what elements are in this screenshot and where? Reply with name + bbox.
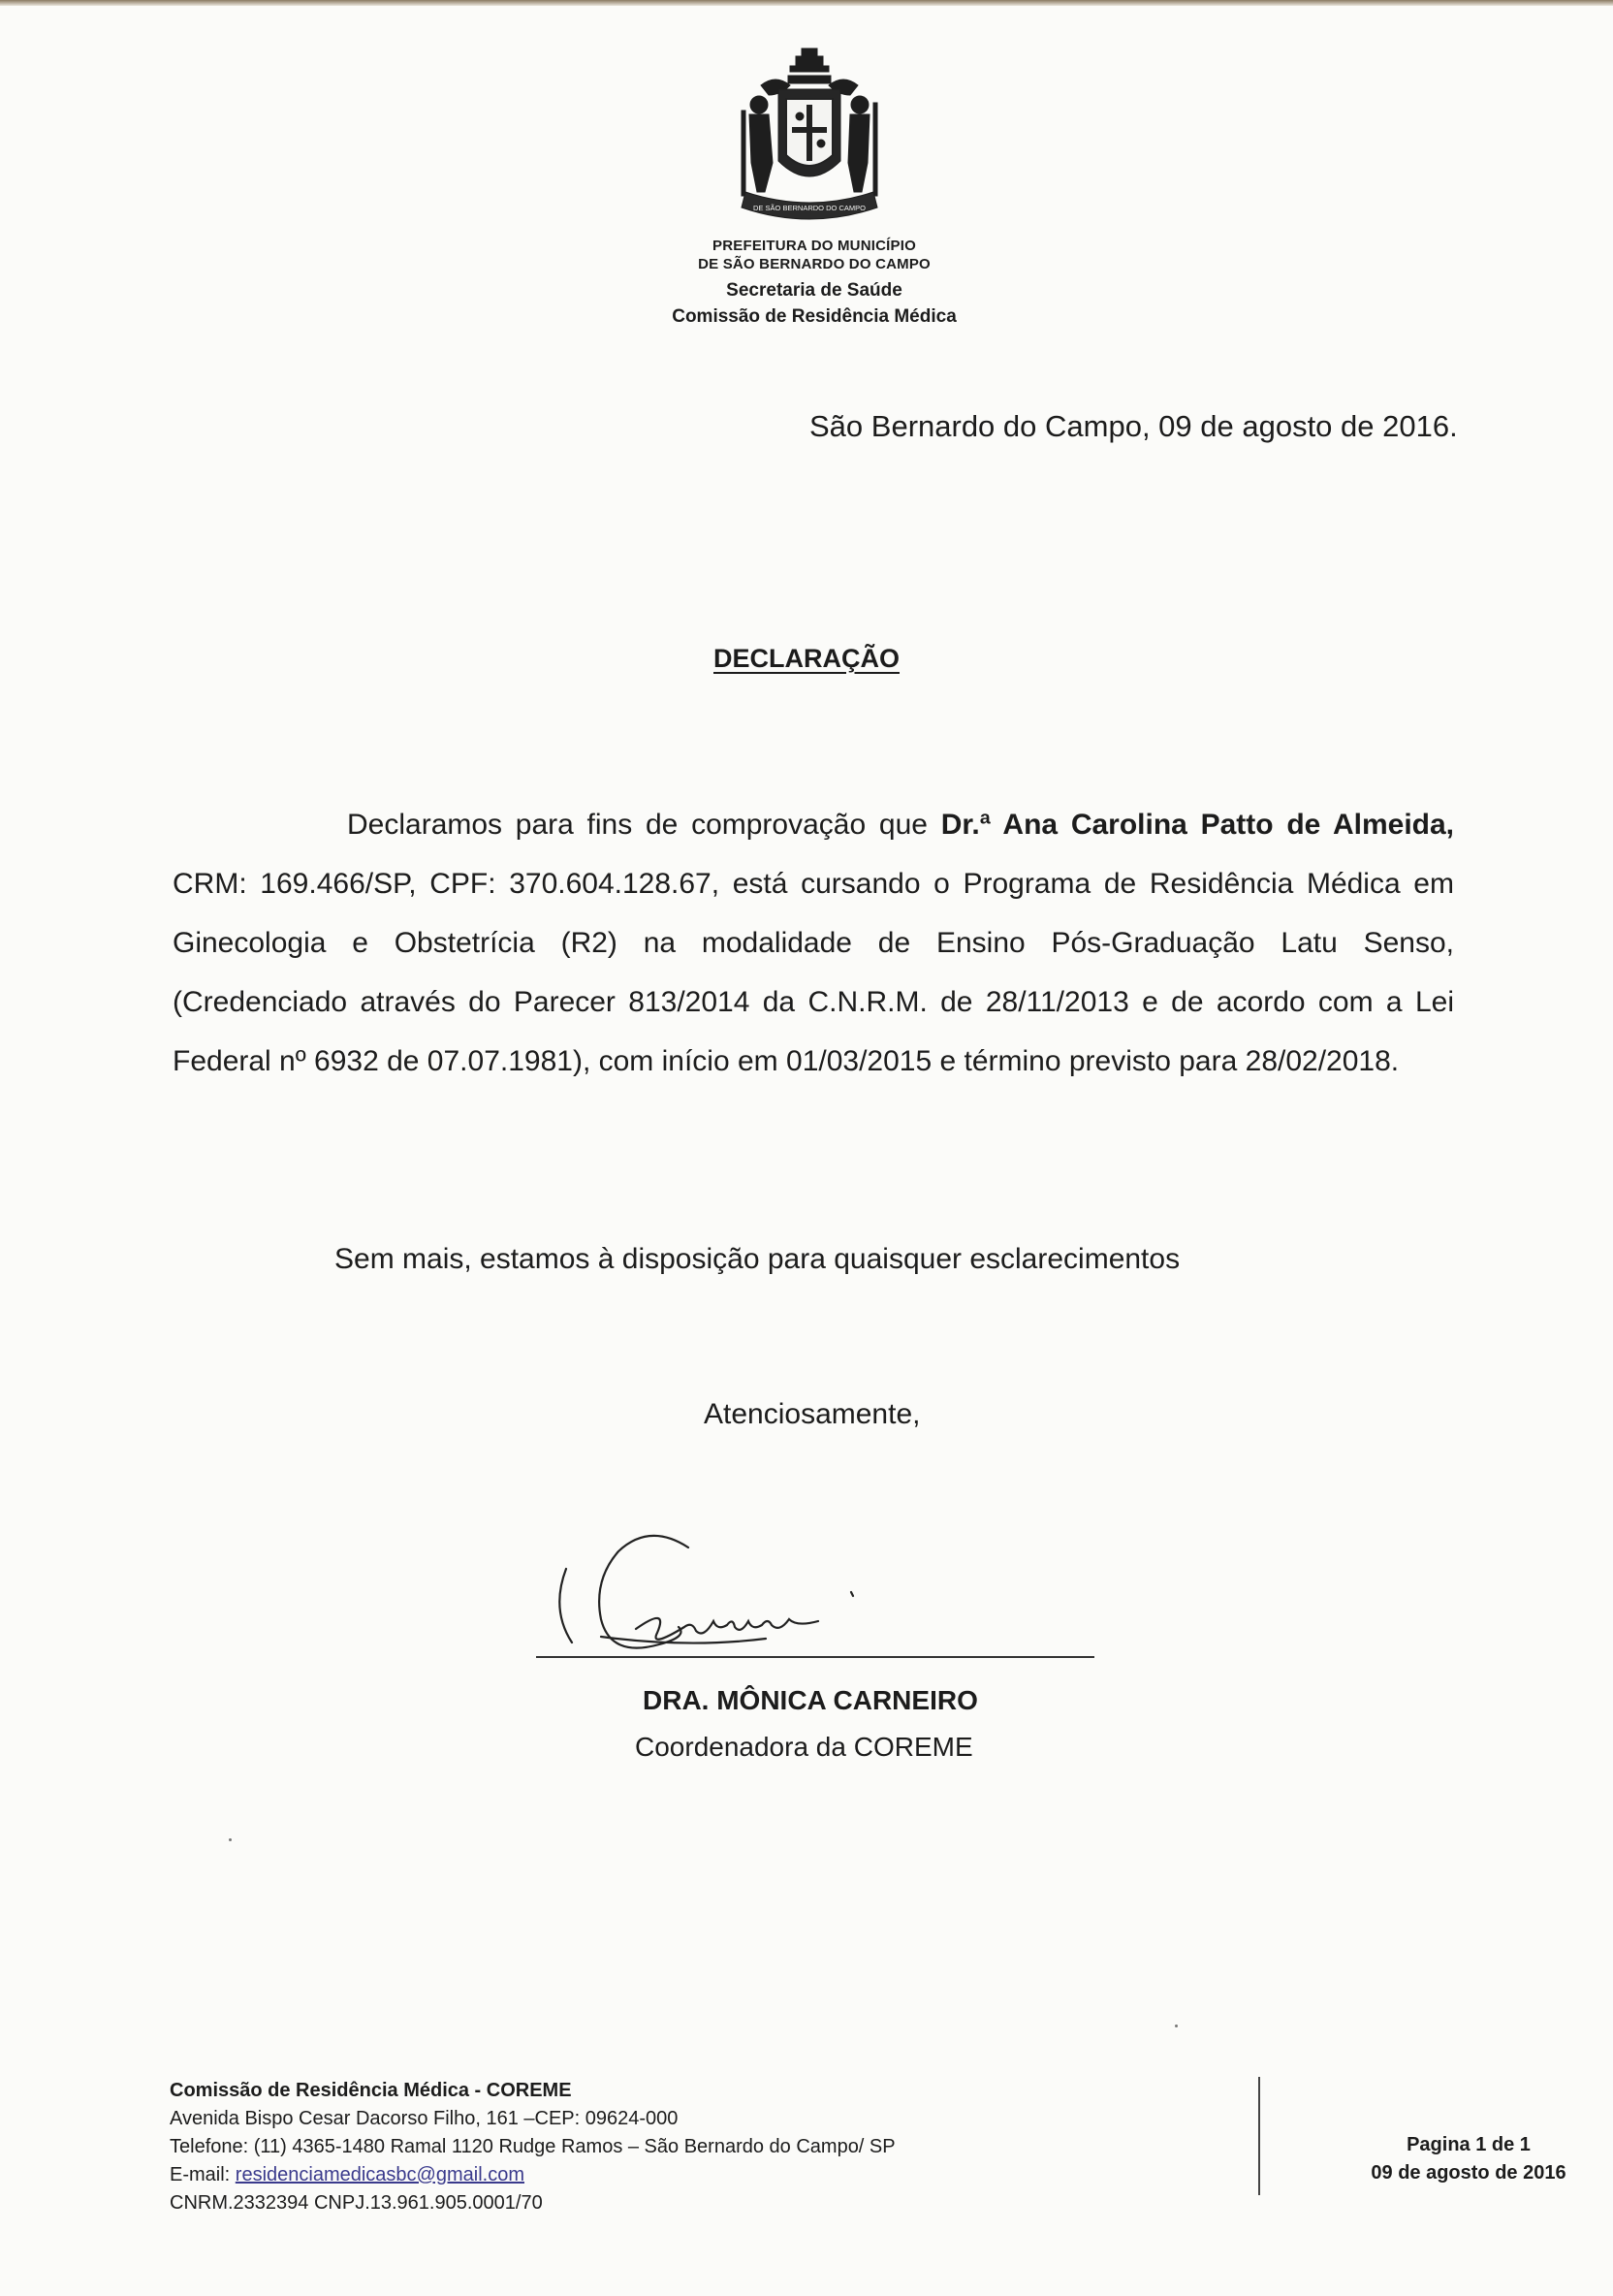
footer-registry: CNRM.2332394 CNPJ.13.961.905.0001/70 <box>170 2192 543 2214</box>
org-line-3: Secretaria de Saúde <box>726 280 902 301</box>
footer-title: Comissão de Residência Médica - COREME <box>170 2080 572 2101</box>
coat-of-arms-emblem <box>732 47 887 231</box>
declaration-paragraph <box>173 795 1454 1091</box>
signer-name: DRA. MÔNICA CARNEIRO <box>643 1685 978 1715</box>
organization-header <box>543 237 1086 330</box>
footer-email-label: E-mail: <box>170 2164 236 2185</box>
org-line-4: Comissão de Residência Médica <box>672 306 957 327</box>
footer-phone: Telefone: (11) 4365-1480 Ramal 1120 Rudge Ramos – São Bernardo do Campo/ SP <box>170 2136 896 2157</box>
document-date: São Bernardo do Campo, 09 de agosto de 2016. <box>809 409 1458 443</box>
org-line-2: DE SÃO BERNARDO DO CAMPO <box>698 256 931 272</box>
paragraph-text: CRM: 169.466/SP, CPF: 370.604.128.67, está cursando o Programa de Residência Médica em Ginecologia e Obstetrícia (R2) na modalidade de Ensino Pós-Graduação Latu Senso, (Credenciado através do Parecer 813/2014 da C.N.R.M. de 28/11/2013 e de acordo com a Lei Federal nº 6932 de 07.07.1981), com início em 01/03/2015 e término previsto para 28/02/2018. <box>173 868 1454 1077</box>
paper-edge <box>0 0 1613 6</box>
closing-sentence: Sem mais, estamos à disposição para quaisquer esclarecimentos <box>334 1243 1181 1275</box>
doctor-name: Dr.ª Ana Carolina Patto de Almeida, <box>940 809 1454 841</box>
paragraph-intro: Declaramos para fins de comprovação que <box>347 809 941 841</box>
paper-speck <box>1175 2025 1178 2027</box>
regards: Atenciosamente, <box>704 1398 921 1430</box>
handwritten-signature <box>543 1513 1008 1668</box>
footer-divider <box>1258 2077 1260 2195</box>
org-line-1: PREFEITURA DO MUNICÍPIO <box>712 238 916 254</box>
document-title-text: DECLARAÇÃO <box>713 644 900 673</box>
footer-email-row <box>170 2161 896 2189</box>
page-number: Pagina 1 de 1 <box>1407 2134 1531 2155</box>
signature-line <box>536 1656 1094 1658</box>
footer-page-info <box>1338 2131 1599 2187</box>
signer-role: Coordenadora da COREME <box>635 1732 973 1762</box>
page-date: 09 de agosto de 2016 <box>1371 2162 1566 2184</box>
footer-contact <box>170 2077 896 2217</box>
footer-address: Avenida Bispo Cesar Dacorso Filho, 161 –CEP: 09624-000 <box>170 2108 679 2129</box>
document-title <box>0 644 1613 674</box>
paper-speck <box>229 1838 232 1841</box>
emblem-motto: DE SÃO BERNARDO DO CAMPO <box>753 206 859 212</box>
footer-email-link[interactable]: residenciamedicasbc@gmail.com <box>235 2164 524 2185</box>
